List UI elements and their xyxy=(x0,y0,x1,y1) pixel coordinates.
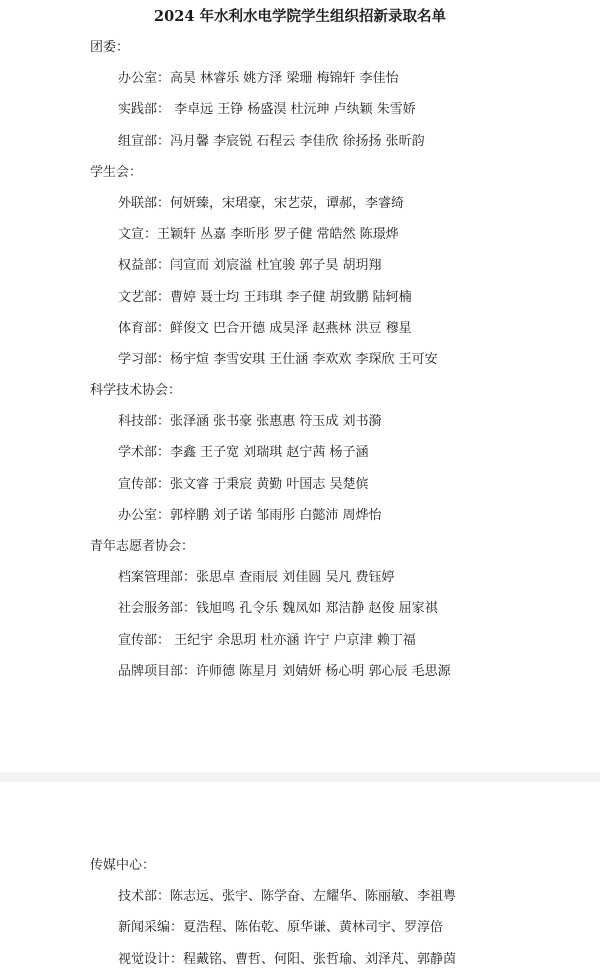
department-roster-line: 视觉设计：程戴铭、曹哲、何阳、张哲瑜、刘泽芃、郭静茵 xyxy=(118,951,457,967)
document-title: 2024 年水利水电学院学生组织招新录取名单 xyxy=(154,8,446,25)
department-roster-line: 实践部： 李卓远 王铮 杨盛淏 杜沅珅 卢纨颖 朱雪娇 xyxy=(118,102,416,118)
department-roster-line: 科技部：张泽涵 张书豪 张惠惠 符玉成 刘书漪 xyxy=(118,414,382,430)
department-roster-line: 外联部：何妍臻，宋珺豪，宋艺荥，谭郝，李睿绮 xyxy=(118,195,405,211)
page-separator xyxy=(0,772,600,782)
section-heading: 团委： xyxy=(90,40,130,55)
department-roster-line: 学术部：李鑫 王子宽 刘瑞琪 赵宁茜 杨子涵 xyxy=(118,445,369,461)
department-roster-line: 学习部：杨宇煊 李雪安琪 王仕涵 李欢欢 李琛欣 王可安 xyxy=(118,351,438,367)
department-roster-line: 办公室：高昊 林睿乐 姚方泽 梁珊 梅锦轩 李佳怡 xyxy=(118,71,399,87)
department-roster-line: 宣传部： 王纪宇 余思玥 杜亦涵 许宁 户京津 赖丁福 xyxy=(118,632,416,648)
department-roster-line: 宣传部：张文睿 于秉宸 黄勤 叶国志 吴楚傧 xyxy=(118,476,369,492)
department-roster-line: 体育部：鲜俊文 巴合开德 成昊泽 赵燕林 洪豆 穆星 xyxy=(118,320,412,336)
department-roster-line: 文艺部：曹婷 聂士均 王玮琪 李子健 胡致鹏 陆轲楠 xyxy=(118,289,412,305)
department-roster-line: 文宣：王颖轩 丛嘉 李昕彤 罗子健 常皓然 陈璟烨 xyxy=(118,227,399,243)
section-heading: 传媒中心： xyxy=(90,858,156,873)
department-roster-line: 办公室：郭梓鹏 刘子诺 邹雨彤 白懿沛 周烨怡 xyxy=(118,507,382,523)
page-1-roster xyxy=(0,37,600,692)
section-heading: 科学技术协会： xyxy=(90,383,182,399)
department-roster-line: 权益部：闫宣而 刘宸溢 杜宜骏 郭子昊 胡玥翔 xyxy=(118,258,382,274)
department-roster-line: 组宣部：冯月馨 李宸锐 石程云 李佳欣 徐扬扬 张昕韵 xyxy=(118,133,425,149)
section-heading: 青年志愿者协会： xyxy=(90,539,195,554)
department-roster-line: 品牌项目部：许师德 陈星月 刘婧妍 杨心明 郭心辰 毛思源 xyxy=(118,663,451,679)
department-roster-line: 档案管理部：张思卓 查雨辰 刘佳圆 吴凡 费钰婷 xyxy=(118,570,395,586)
section-heading: 学生会： xyxy=(90,164,143,180)
department-roster-line: 技术部：陈志远、张宇、陈学奋、左耀华、陈丽敏、李祖粤 xyxy=(118,889,457,905)
department-roster-line: 社会服务部：钱旭鸣 孔令乐 魏凤如 郑洁静 赵俊 屈家祺 xyxy=(118,601,438,617)
document-page-2 xyxy=(0,782,600,975)
page-2-roster xyxy=(0,855,600,975)
department-roster-line: 新闻采编：夏浩程、陈佑乾、原华谦、黄林司宇、罗淳倍 xyxy=(118,920,444,936)
